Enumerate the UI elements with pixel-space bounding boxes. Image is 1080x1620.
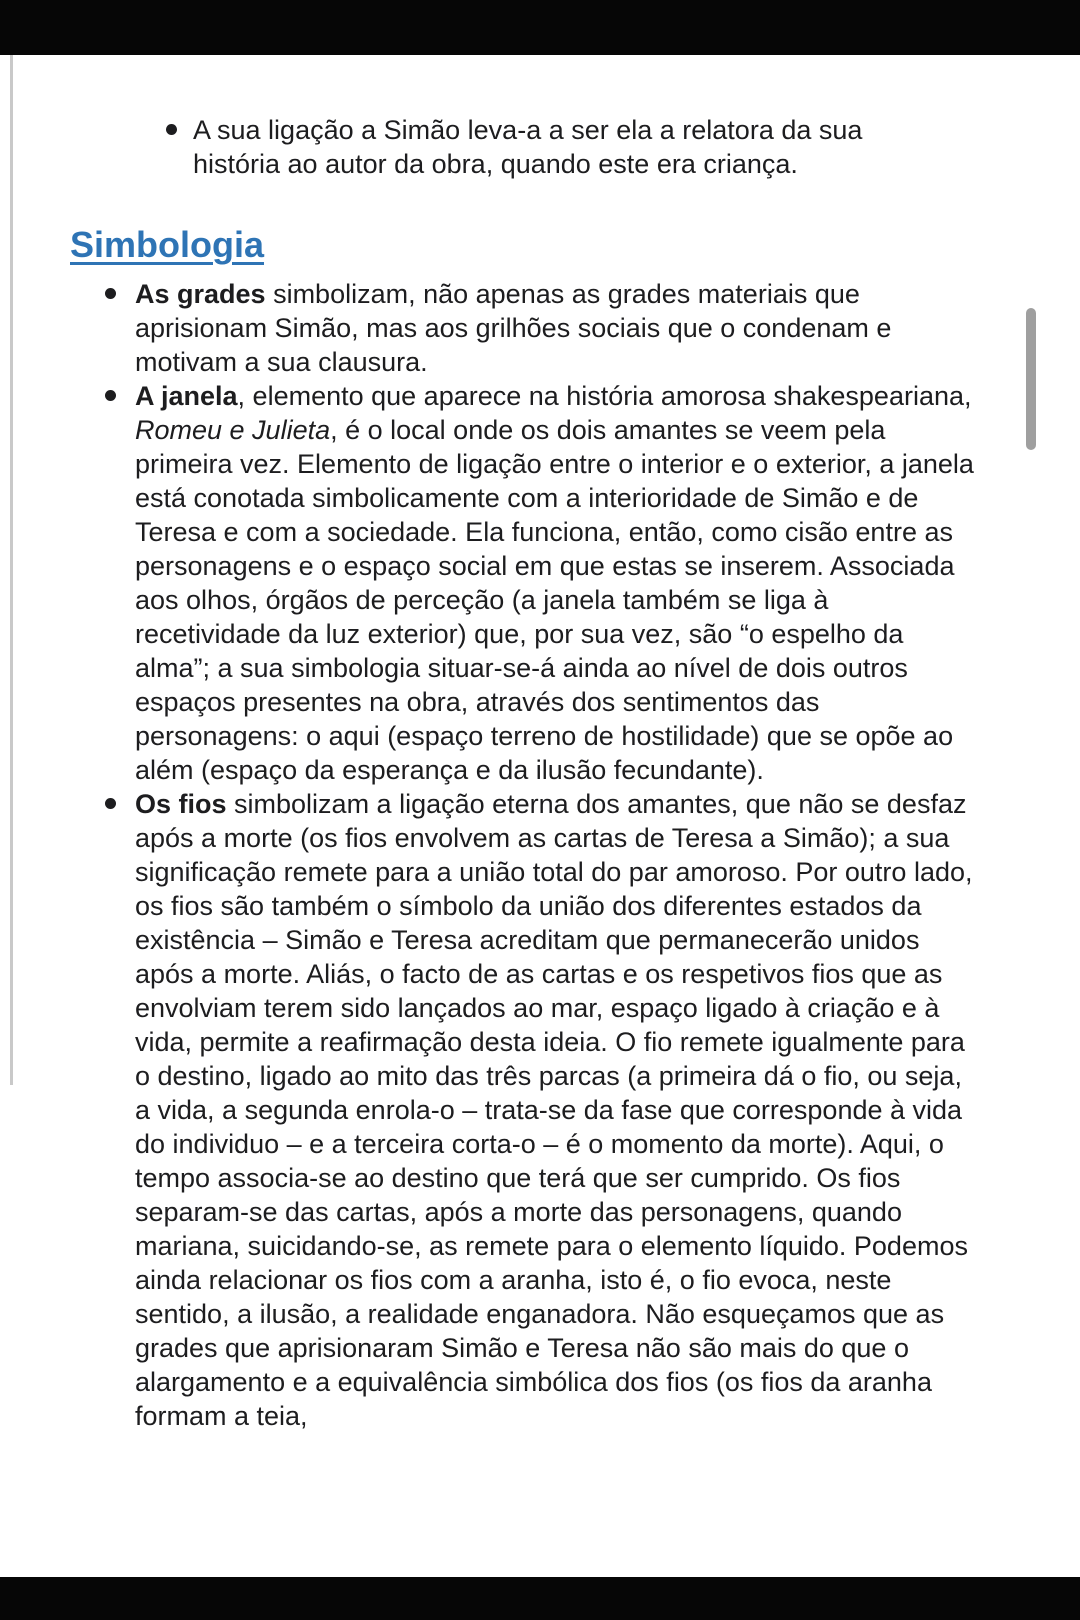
list-item	[103, 277, 975, 379]
list-item-text: , é o local onde os dois amantes se veem pela primeira vez. Elemento de ligação entre o interior e o exterior, a janela está conotada simbolicamente com a interioridade de Simão e de Teresa e com a sociedade. Ela funciona, então, como cisão entre as personagens e o espaço social em que estas se inserem. Associada aos olhos, órgãos de perceção (a janela também se liga à recetividade da luz exterior) que, por sua vez, são “o espelho da alma”; a sua simbologia situar-se-á ainda ao nível de dois outros espaços presentes na obra, através dos sentimentos das personagens: o aqui (espaço terreno de hostilidade) que se opõe ao além (espaço da esperança e da ilusão fecundante).	[135, 415, 974, 785]
list-item-lead: Os fios	[135, 789, 227, 819]
list-item	[103, 787, 975, 1433]
list-item-lead: As grades	[135, 279, 266, 309]
bottom-black-bar	[0, 1577, 1080, 1620]
list-item-text: simbolizam a ligação eterna dos amantes, que não se desfaz após a morte (os fios envolvem as cartas de Teresa a Simão); a sua significação remete para a união total do par amoroso. Por outro lado, os fios são também o símbolo da união dos diferentes estados da existência – Simão e Teresa acreditam que permanecerão unidos após a morte. Aliás, o facto de as cartas e os respetivos fios que as envolviam terem sido lançados ao mar, espaço ligado à criação e à vida, permite a reafirmação desta ideia. O fio remete igualmente para o destino, ligado ao mito das três parcas (a primeira dá o fio, ou seja, a vida, a segunda enrola-o – trata-se da fase que corresponde à vida do individuo – e a terceira corta-o – é o momento da morte). Aqui, o tempo associa-se ao destino que terá que ser cumprido. Os fios separam-se das cartas, após a morte das personagens, quando mariana, suicidando-se, as remete para o elemento líquido. Podemos ainda relacionar os fios com a aranha, isto é, o fio evoca, neste sentido, a ilusão, a realidade enganadora. Não esqueçamos que as grades que aprisionaram Simão e Teresa não são mais do que o alargamento e a equivalência simbólica dos fios (os fios da aranha formam a teia,	[135, 789, 973, 1431]
list-item	[103, 379, 975, 787]
bullet-icon	[105, 798, 116, 809]
list-item-lead: A janela	[135, 381, 238, 411]
bullet-icon	[166, 124, 177, 135]
top-black-bar	[0, 0, 1080, 55]
bullet-icon	[105, 288, 116, 299]
list-item-text: A sua ligação a Simão leva-a a ser ela a relatora da sua história ao autor da obra, quando este era criança.	[193, 115, 863, 179]
page-edge-line	[10, 55, 13, 1085]
scrollbar-thumb[interactable]	[1026, 308, 1036, 450]
list-item	[166, 113, 888, 181]
section-heading: Simbologia	[70, 224, 265, 265]
list-item-text: simbolizam, não apenas as grades materiais que aprisionam Simão, mas aos grilhões sociais que o condenam e motivam a sua clausura.	[135, 279, 892, 377]
book-title-italic: Romeu e Julieta	[135, 415, 331, 445]
bullet-icon	[105, 390, 116, 401]
symbol-list	[103, 277, 975, 1433]
list-item-text: , elemento que aparece na história amorosa shakespeariana,	[237, 381, 972, 411]
